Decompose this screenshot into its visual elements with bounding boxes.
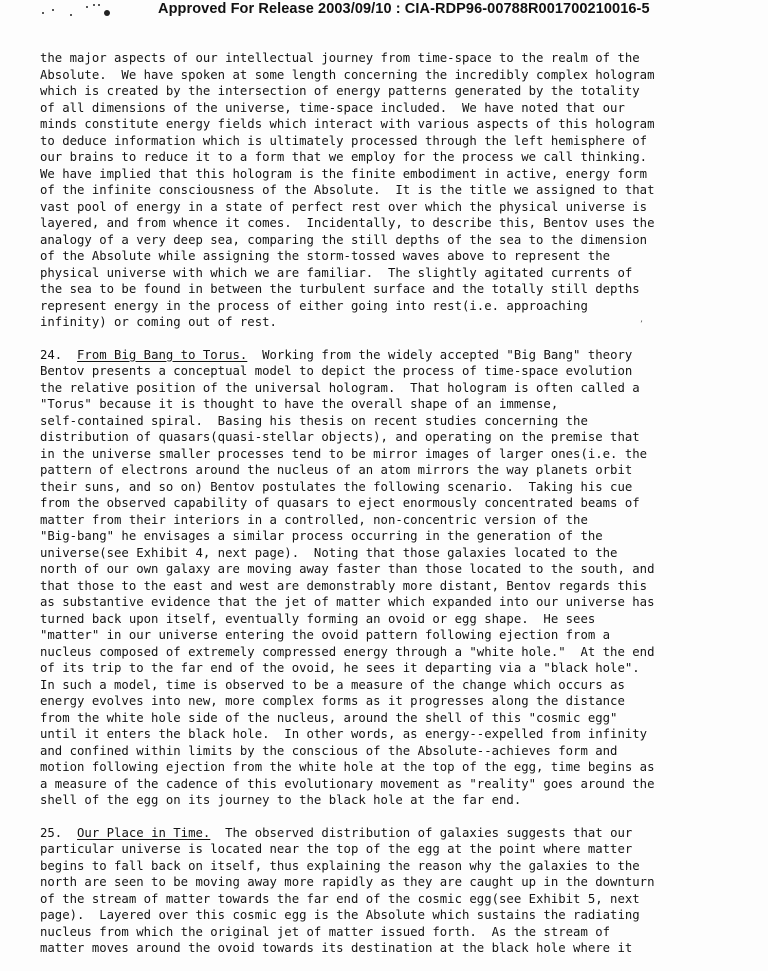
text-line: our brains to reduce it to a form that we employ for the process we call thinking. xyxy=(40,150,648,164)
text-line: begins to fall back on itself, thus explaining the reason why the galaxies to the xyxy=(40,858,640,873)
text-line: turned back upon itself, eventually forming an ovoid or egg shape. He sees xyxy=(40,611,596,626)
scan-specks xyxy=(40,0,140,20)
text-line: minds constitute energy fields which interact with various aspects of this hologram xyxy=(40,117,655,131)
text-line: nucleus composed of extremely compressed energy through a "white hole." At the end xyxy=(40,644,655,659)
text-line: distribution of quasars(quasi-stellar objects), and operating on the premise that xyxy=(40,430,640,444)
continued-paragraph xyxy=(40,50,756,331)
section-24-number: 24. xyxy=(40,347,63,362)
text-line: from the observed capability of quasars to eject enormously concentrated beams of xyxy=(40,496,640,510)
text-line: of the infinite consciousness of the Absolute. It is the title we assigned to that xyxy=(40,183,655,197)
text-line: nucleus from which the original jet of matter issued forth. As the stream of xyxy=(40,924,611,939)
text-line: Bentov presents a conceptual model to depict the process of time-space evolution xyxy=(40,364,633,378)
text-line: a measure of the cadence of this evolutionary movement as "reality" goes around the xyxy=(40,776,655,791)
text-line: the major aspects of our intellectual journey from time-space to the realm of the xyxy=(40,51,640,65)
text-line: pattern of electrons around the nucleus of an atom mirrors the way planets orbit xyxy=(40,463,633,477)
text-line: north of our own galaxy are moving away faster than those located to the south, and xyxy=(40,562,655,576)
scan-mark: ’ xyxy=(640,320,643,330)
text-line: of the stream of matter towards the far end of the cosmic egg(see Exhibit 5, next xyxy=(40,891,640,906)
text-line: energy evolves into new, more complex forms as it progresses along the distance xyxy=(40,694,625,708)
text-line: which is created by the intersection of energy patterns generated by the totality xyxy=(40,84,640,98)
section-25-first-line-text: The observed distribution of galaxies suggests that our xyxy=(210,825,633,840)
text-line: to deduce information which is ultimately processed through the left hemisphere of xyxy=(40,133,648,148)
text-line: particular universe is located near the top of the egg at the point where matter xyxy=(40,842,633,856)
text-line: north are seen to be moving away more rapidly as they are caught up in the downturn xyxy=(40,875,655,889)
text-line: layered, and from whence it comes. Incidentally, to describe this, Bentov uses the xyxy=(40,216,655,230)
section-24-body xyxy=(40,363,756,809)
section-24 xyxy=(40,347,756,809)
section-24-heading: From Big Bang to Torus. xyxy=(77,347,248,362)
text-line: of the Absolute while assigning the storm-tossed waves above to represent the xyxy=(40,249,611,263)
text-line: matter moves around the ovoid towards its destination at the black hole where it xyxy=(40,941,633,955)
text-line: self-contained spiral. Basing his thesis on recent studies concerning the xyxy=(40,413,588,428)
section-24-first-line-text: Working from the widely accepted "Big Bang" theory xyxy=(247,347,633,362)
text-line: analogy of a very deep sea, comparing the still depths of the sea to the dimension xyxy=(40,232,648,247)
text-line: as substantive evidence that the jet of matter which expanded into our universe has xyxy=(40,595,655,609)
section-25 xyxy=(40,825,756,957)
text-line: of all dimensions of the universe, time-space included. We have noted that our xyxy=(40,100,625,115)
section-25-body xyxy=(40,841,756,957)
text-line: matter from their interiors in a controlled, non-concentric version of the xyxy=(40,512,588,527)
section-25-heading: Our Place in Time. xyxy=(77,825,211,840)
text-line: page). Layered over this cosmic egg is the Absolute which sustains the radiating xyxy=(40,908,640,922)
text-line: the sea to be found in between the turbulent surface and the totally still depths xyxy=(40,282,640,296)
text-line: until it enters the black hole. In other words, as energy--expelled from infinity xyxy=(40,727,648,741)
text-line: physical universe with which we are familiar. The slightly agitated currents of xyxy=(40,265,633,280)
text-line: shell of the egg on its journey to the black hole at the far end. xyxy=(40,793,522,807)
text-line: in the universe smaller processes tend to be mirror images of larger ones(i.e. the xyxy=(40,446,648,461)
text-line: and confined within limits by the conscious of the Absolute--achieves form and xyxy=(40,743,618,758)
text-line: their suns, and so on) Bentov postulates the following scenario. Taking his cue xyxy=(40,479,633,494)
text-line: universe(see Exhibit 4, next page). Noting that those galaxies located to the xyxy=(40,545,618,560)
release-header: Approved For Release 2003/09/10 : CIA-RDP96-00788R001700210016-5 xyxy=(158,1,650,17)
section-25-first-line xyxy=(40,825,756,842)
text-line: "Torus" because it is thought to have the overall shape of an immense, xyxy=(40,397,559,411)
text-line: motion following ejection from the white hole at the top of the egg, time begins as xyxy=(40,760,655,774)
text-line: "Big-bang" he envisages a similar process occurring in the generation of the xyxy=(40,529,603,543)
document-body xyxy=(40,50,756,957)
text-line: In such a model, time is observed to be a measure of the change which occurs as xyxy=(40,677,625,692)
text-line: "matter" in our universe entering the ovoid pattern following ejection from a xyxy=(40,628,611,642)
text-line: We have implied that this hologram is the finite embodiment in active, energy form xyxy=(40,166,648,181)
section-24-first-line xyxy=(40,347,756,364)
text-line: that those to the east and west are demonstrably more distant, Bentov regards this xyxy=(40,578,648,593)
text-line: infinity) or coming out of rest. xyxy=(40,315,277,329)
section-25-number: 25. xyxy=(40,825,63,840)
paragraph-gap xyxy=(40,331,756,347)
text-line: represent energy in the process of either going into rest(i.e. approaching xyxy=(40,298,588,313)
text-line: the relative position of the universal hologram. That hologram is often called a xyxy=(40,380,640,395)
text-line: vast pool of energy in a state of perfect rest over which the physical universe is xyxy=(40,199,648,214)
paragraph-gap xyxy=(40,809,756,825)
text-line: Absolute. We have spoken at some length concerning the incredibly complex hologram xyxy=(40,67,655,82)
text-line: of its trip to the far end of the ovoid, he sees it departing via a "black hole". xyxy=(40,661,640,675)
text-line: from the white hole side of the nucleus, around the shell of this "cosmic egg" xyxy=(40,710,618,725)
